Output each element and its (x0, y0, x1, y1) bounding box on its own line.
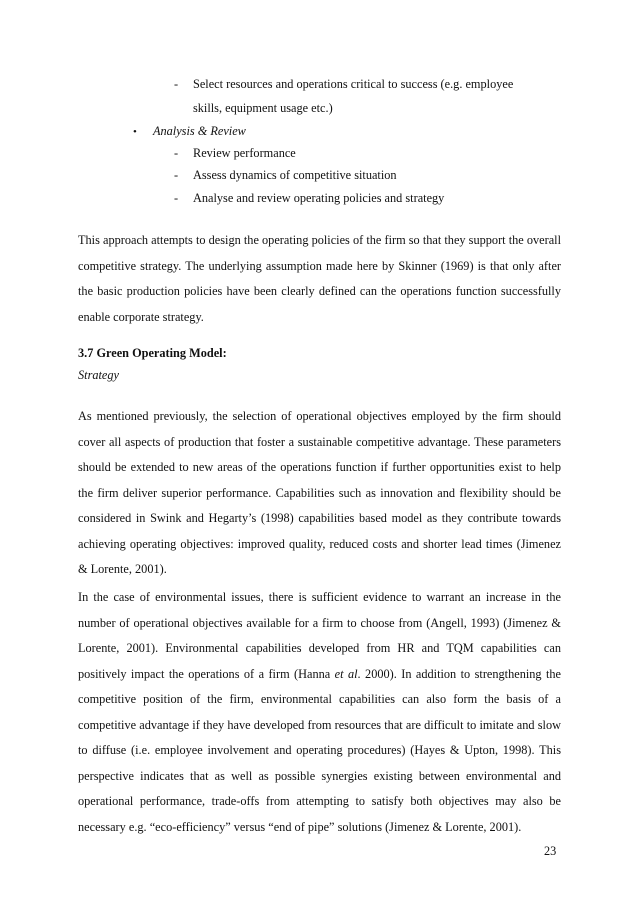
list-item-select-resources (174, 76, 513, 92)
dash-marker: - (174, 168, 179, 182)
list-item-text: Review performance (193, 146, 296, 160)
list-item (174, 145, 296, 161)
dash-marker: - (174, 146, 179, 160)
dash-marker: - (174, 77, 179, 91)
section-subheading: Strategy (78, 368, 119, 382)
list-item-text: Assess dynamics of competitive situation (193, 168, 397, 182)
list-item-text: Analyse and review operating policies and strategy (193, 191, 445, 205)
paragraph-italic-text: et al (334, 666, 358, 681)
page-number: 23 (544, 844, 557, 858)
list-item (174, 190, 444, 206)
list-item-continuation: skills, equipment usage etc.) (193, 101, 333, 115)
bullet-icon: • (133, 126, 137, 138)
list-item (174, 167, 397, 183)
paragraph-text: . 2000). In addition to strengthening the competitive position of the firm, environmental capabilities can also form the basis of a competitive advantage if they have developed from resources that are difficult to imitate and slow to diffuse (i.e. employee involvement and operating procedures) (Hayes & Upton, 1998). This perspective indicates that as well as possible synergies existing between environmental and operational performance, trade-offs from attempting to satisfy both objectives may also be necessary e.g. “eco-efficiency” versus “end of pipe” solutions (Jimenez & Lorente, 2001). (78, 666, 561, 834)
paragraph-text: In the case of environmental issues, there is sufficient evidence to warrant an increase in the number of operational objectives available for a firm to choose from (Angell, 1993) (Jimenez & Lorente, 2001). Environmental capabilities developed from HR and TQM capabilities can positively impact the operations of a firm (Hanna (78, 590, 561, 681)
list-item-text: Select resources and operations critical to success (e.g. employee (193, 77, 514, 91)
dash-marker: - (174, 191, 179, 205)
paragraph-environmental (78, 585, 561, 840)
section-heading: 3.7 Green Operating Model: (78, 346, 227, 360)
paragraph-approach: This approach attempts to design the operating policies of the firm so that they support the overall competitive strategy. The underlying assumption made here by Skinner (1969) is that only after the basic production policies have been clearly defined can the operations function successfully enable corporate strategy. (78, 233, 561, 324)
bullet-label: Analysis & Review (153, 124, 246, 138)
paragraph-objectives: As mentioned previously, the selection of operational objectives employed by the firm should cover all aspects of production that foster a sustainable competitive advantage. These parameters should be extended to new areas of the operations function if further opportunities exist to help the firm deliver superior performance. Capabilities such as innovation and flexibility should be considered in Swink and Hegarty’s (1998) capabilities based model as they contribute towards achieving operating objectives: improved quality, reduced costs and shorter lead times (Jimenez & Lorente, 2001). (78, 409, 561, 576)
bullet-analysis-review (133, 123, 246, 140)
